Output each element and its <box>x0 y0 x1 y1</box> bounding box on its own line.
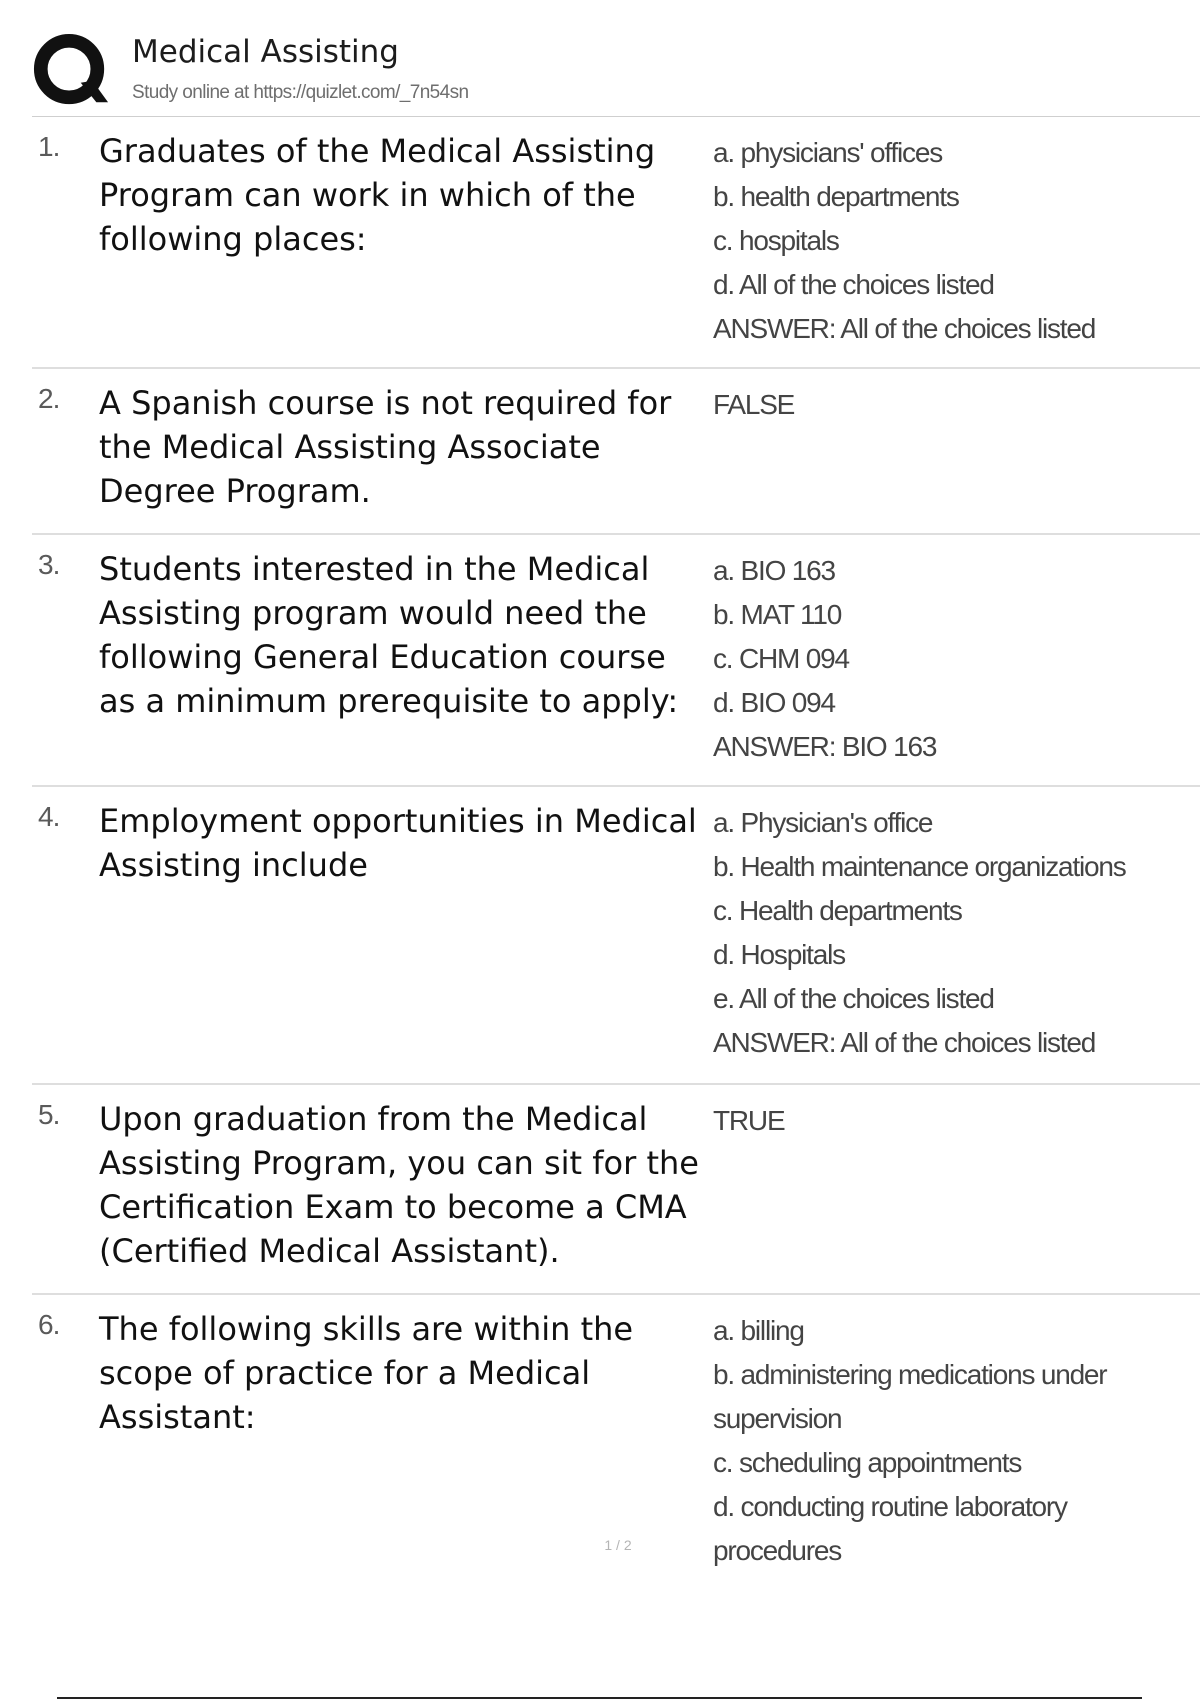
card-answers <box>713 1099 1183 1143</box>
answer-key: ANSWER: All of the choices listed <box>713 313 1096 344</box>
quizlet-q-logo-icon <box>32 32 110 110</box>
answer-option: a. physicians' offices <box>713 137 943 168</box>
flashcard <box>32 117 1200 369</box>
flashcard <box>32 535 1200 787</box>
page-number: 1 / 2 <box>604 1537 632 1553</box>
card-answers <box>713 1309 1183 1573</box>
card-question: A Spanish course is not required for the Medical Assisting Associate Degree Program. <box>99 384 672 510</box>
answer-option: b. Health maintenance organizations <box>713 851 1126 882</box>
answer-option: d. Hospitals <box>713 939 845 970</box>
page-title: Medical Assisting <box>132 34 399 70</box>
answer-option: d. conducting routine laboratory procedures <box>713 1491 1067 1566</box>
card-answers <box>713 549 1183 769</box>
answer-option: c. Health departments <box>713 895 962 926</box>
card-number: 2. <box>38 383 60 414</box>
footer-divider <box>57 1697 1142 1699</box>
card-number: 4. <box>38 801 60 832</box>
answer-key: ANSWER: BIO 163 <box>713 731 937 762</box>
answer-key: FALSE <box>713 389 795 420</box>
answer-option: d. BIO 094 <box>713 687 835 718</box>
answer-key: ANSWER: All of the choices listed <box>713 1027 1096 1058</box>
card-answers <box>713 131 1183 351</box>
answer-option: c. scheduling appointments <box>713 1447 1022 1478</box>
card-number: 6. <box>38 1309 60 1340</box>
answer-option: b. administering medications under supervision <box>713 1359 1107 1434</box>
flashcard <box>32 1295 1200 1566</box>
card-answers <box>713 801 1183 1065</box>
flashcard-list <box>32 117 1200 1566</box>
answer-option: c. CHM 094 <box>713 643 849 674</box>
card-number: 1. <box>38 131 60 162</box>
card-number: 5. <box>38 1099 60 1130</box>
answer-option: a. BIO 163 <box>713 555 835 586</box>
answer-key: TRUE <box>713 1105 785 1136</box>
card-question: Students interested in the Medical Assisting program would need the following General Education course as a minimum prerequisite to apply: <box>99 550 679 720</box>
card-question: Upon graduation from the Medical Assisting Program, you can sit for the Certification Exam to become a CMA (Certified Medical Assistant). <box>99 1100 699 1270</box>
card-question: Graduates of the Medical Assisting Program can work in which of the following places: <box>99 132 656 258</box>
flashcard <box>32 787 1200 1085</box>
card-number: 3. <box>38 549 60 580</box>
answer-option: b. health departments <box>713 181 959 212</box>
page-header <box>32 30 1200 116</box>
answer-option: e. All of the choices listed <box>713 983 994 1014</box>
answer-option: d. All of the choices listed <box>713 269 994 300</box>
answer-option: b. MAT 110 <box>713 599 842 630</box>
answer-option: c. hospitals <box>713 225 839 256</box>
card-answers <box>713 383 1183 427</box>
card-question: The following skills are within the scope of practice for a Medical Assistant: <box>99 1310 634 1436</box>
flashcard <box>32 1085 1200 1295</box>
answer-option: a. Physician's office <box>713 807 933 838</box>
flashcard <box>32 369 1200 535</box>
card-question: Employment opportunities in Medical Assisting include <box>99 802 697 884</box>
answer-option: a. billing <box>713 1315 804 1346</box>
study-online-link[interactable]: Study online at https://quizlet.com/_7n54sn <box>132 82 469 103</box>
